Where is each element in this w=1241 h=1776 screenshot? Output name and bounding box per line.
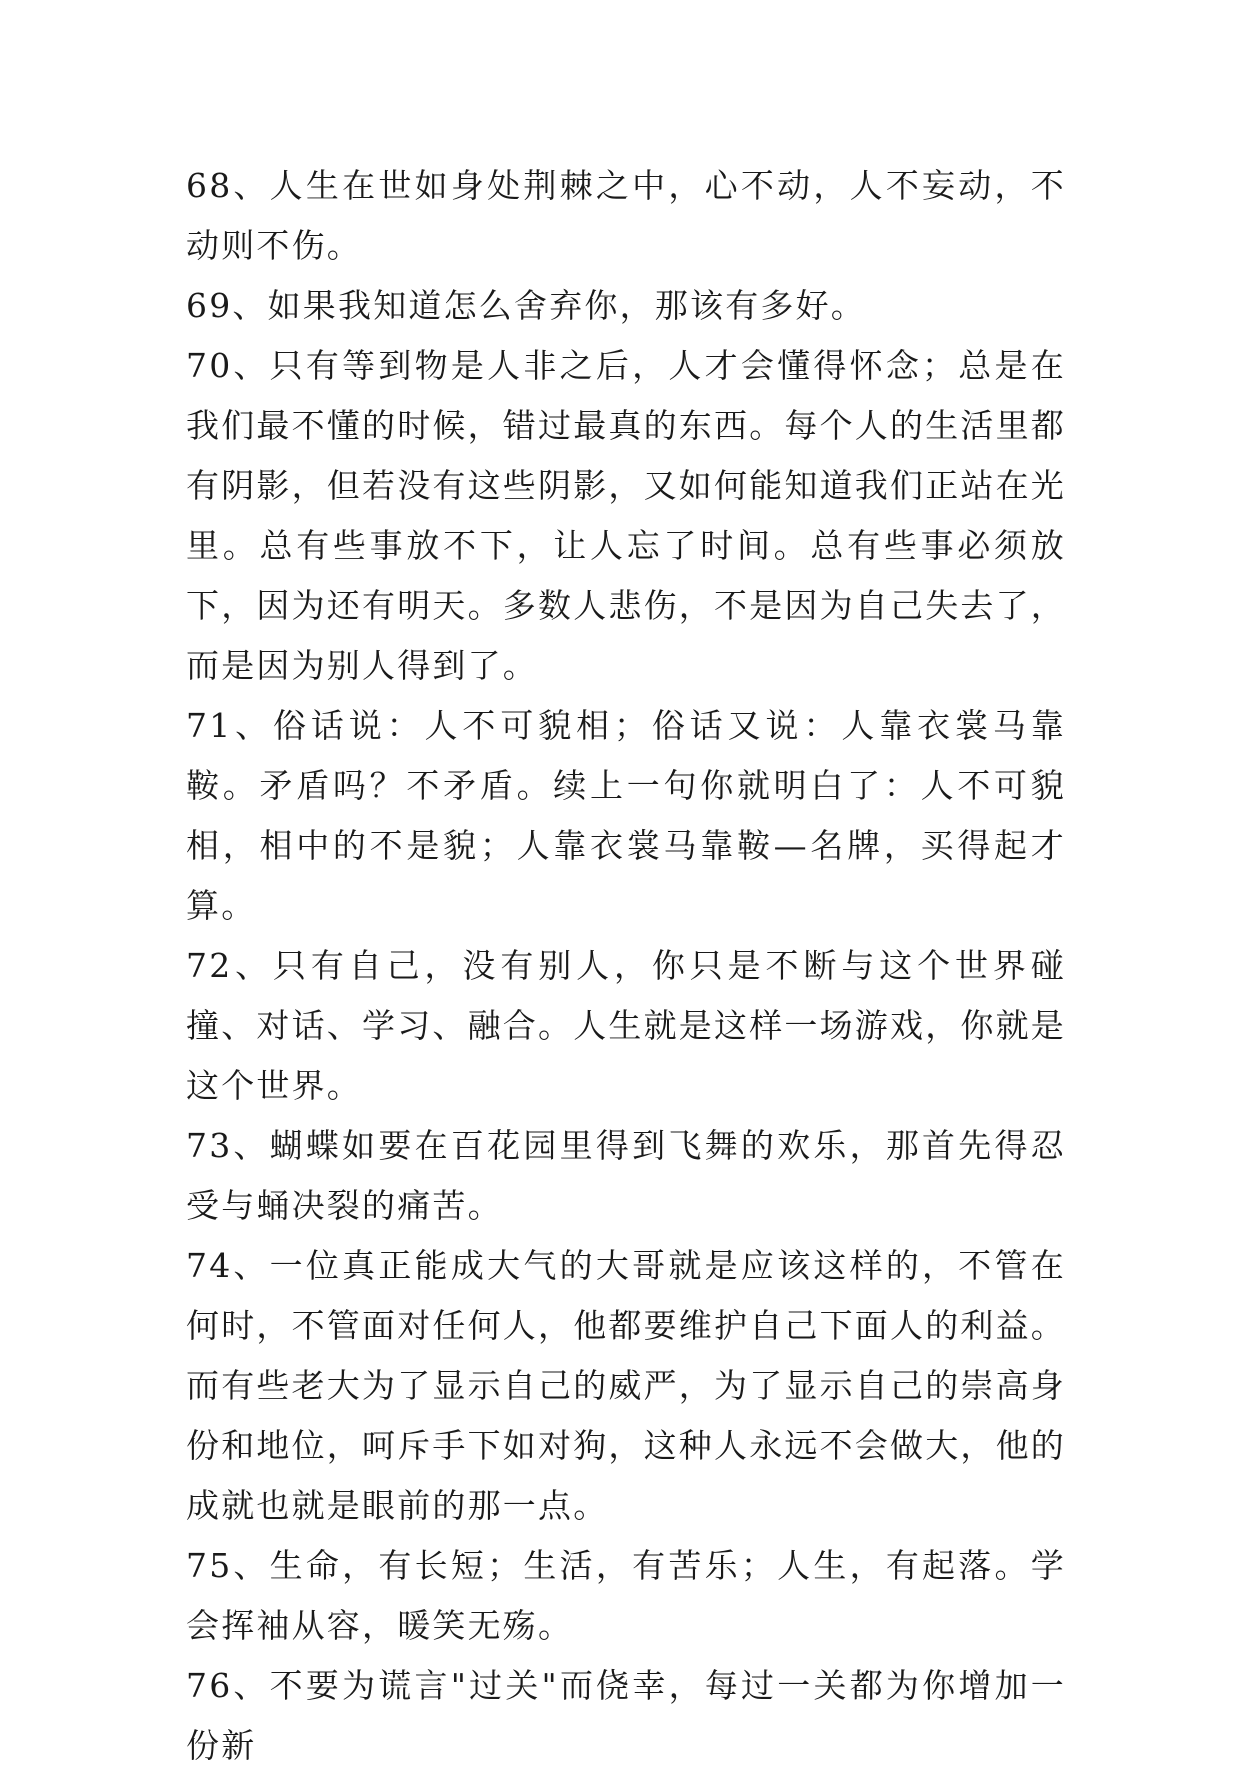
- document-body: [186, 156, 1066, 1776]
- paragraph-72: 72、只有自己，没有别人，你只是不断与这个世界碰撞、对话、学习、融合。人生就是这样一场游戏，你就是这个世界。: [186, 946, 1066, 1105]
- paragraph-69: 69、如果我知道怎么舍弃你，那该有多好。: [186, 286, 866, 325]
- paragraph-71: 71、俗话说：人不可貌相；俗话又说：人靠衣裳马靠鞍。矛盾吗？不矛盾。续上一句你就明白了：人不可貌相，相中的不是貌；人靠衣裳马靠鞍—名牌，买得起才算。: [186, 706, 1066, 925]
- paragraph-70: 70、只有等到物是人非之后，人才会懂得怀念；总是在我们最不懂的时候，错过最真的东西。每个人的生活里都有阴影，但若没有这些阴影，又如何能知道我们正站在光里。总有些事放不下，让人忘了时间。总有些事必须放下，因为还有明天。多数人悲伤，不是因为自己失去了，而是因为别人得到了。: [186, 346, 1066, 685]
- paragraph-73: 73、蝴蝶如要在百花园里得到飞舞的欢乐，那首先得忍受与蛹决裂的痛苦。: [186, 1126, 1066, 1225]
- paragraph-74: 74、一位真正能成大气的大哥就是应该这样的，不管在何时，不管面对任何人，他都要维护自己下面人的利益。而有些老大为了显示自己的威严，为了显示自己的崇高身份和地位，呵斥手下如对狗，这种人永远不会做大，他的成就也就是眼前的那一点。: [186, 1246, 1066, 1525]
- paragraph-76: 76、不要为谎言"过关"而侥幸，每过一关都为你增加一份新: [186, 1666, 1066, 1765]
- paragraph-75: 75、生命，有长短；生活，有苦乐；人生，有起落。学会挥袖从容，暖笑无殇。: [186, 1546, 1066, 1645]
- paragraph-68: 68、人生在世如身处荆棘之中，心不动，人不妄动，不动则不伤。: [186, 166, 1066, 265]
